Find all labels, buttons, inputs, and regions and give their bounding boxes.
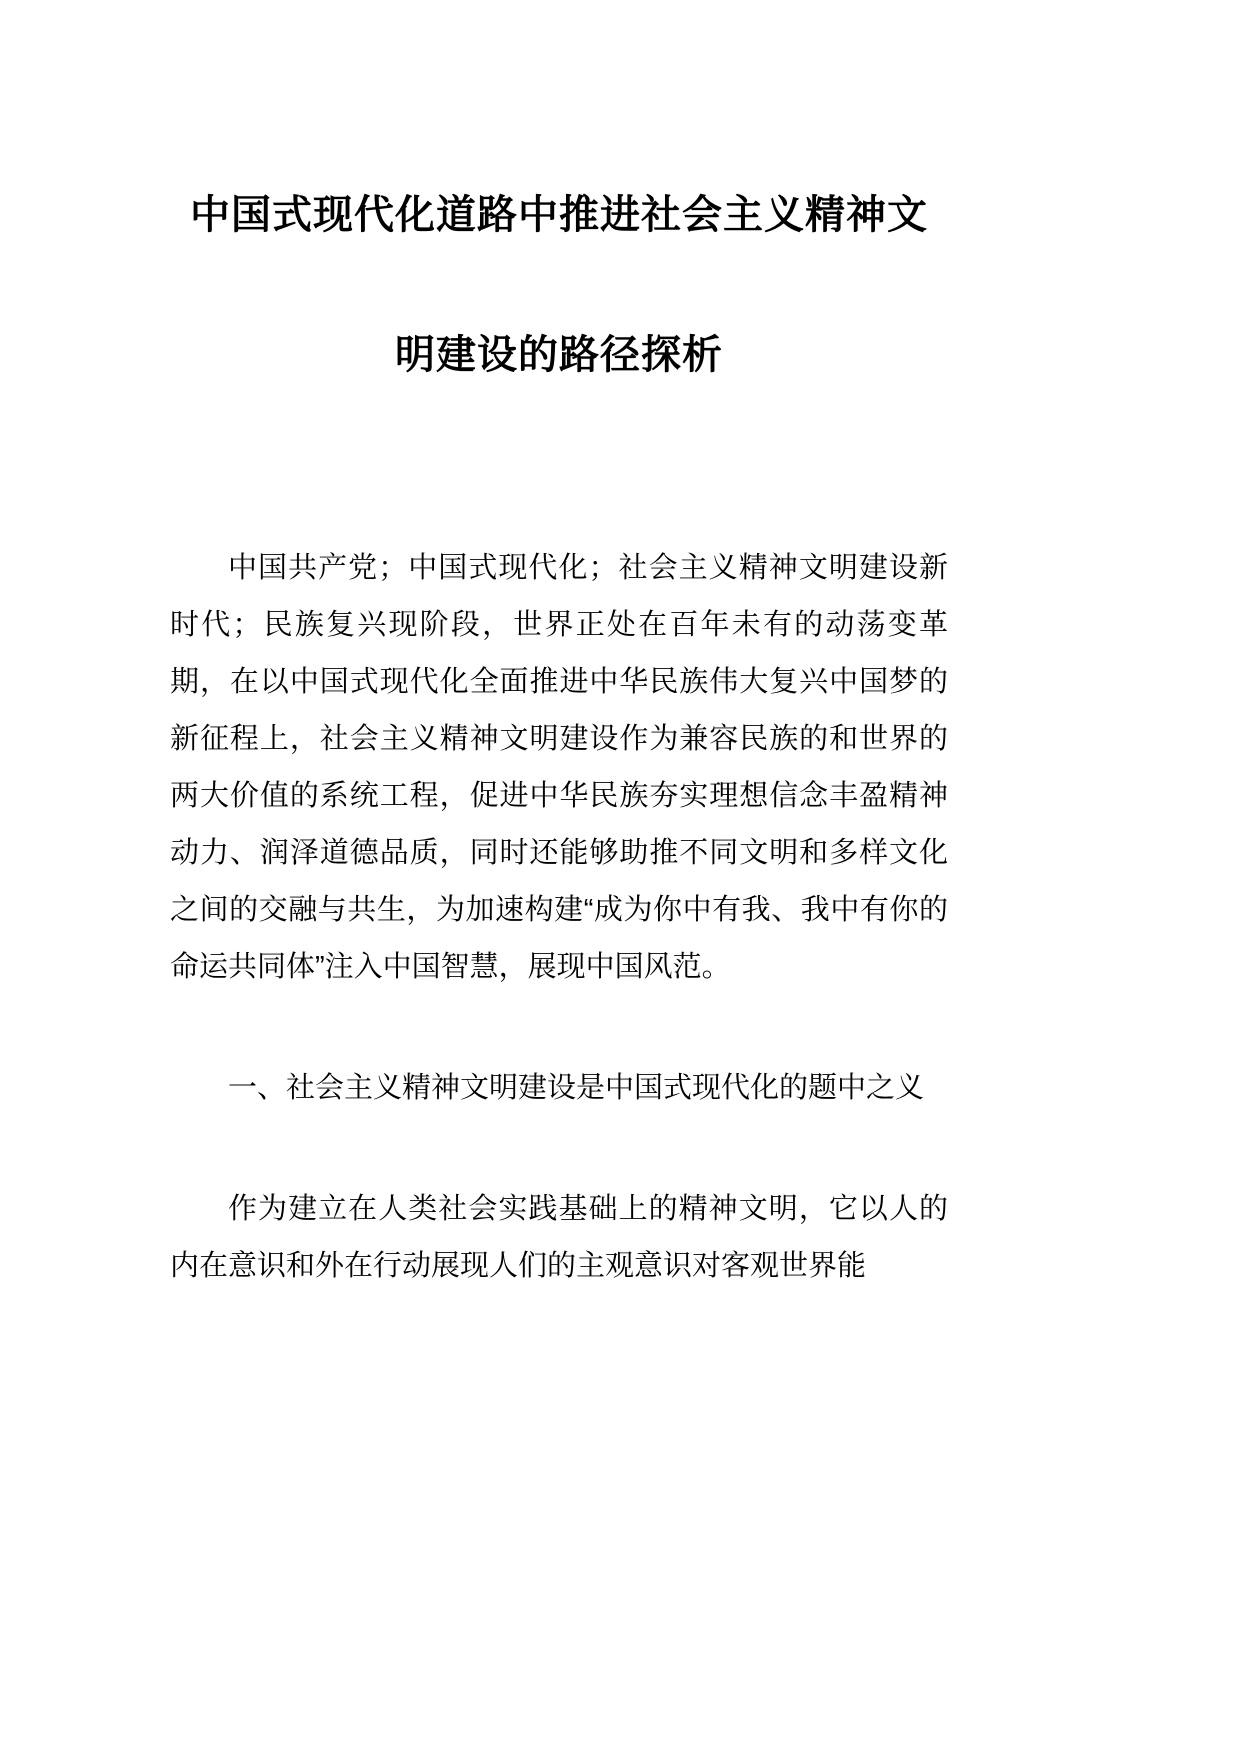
document-title — [170, 145, 948, 425]
title-line-2: 明建设的路径探析 — [395, 333, 723, 377]
title-line-1: 中国式现代化道路中推进社会主义精神文 — [190, 193, 928, 237]
paragraph-body-1: 作为建立在人类社会实践基础上的精神文明，它以人的内在意识和外在行动展现人们的主观意识对客观世界能 — [170, 1193, 948, 1282]
section-heading-1: 一、社会主义精神文明建设是中国式现代化的题中之义 — [228, 1072, 925, 1104]
paragraph-intro: 中国共产党；中国式现代化；社会主义精神文明建设新时代；民族复兴现阶段，世界正处在百年未有的动荡变革期，在以中国式现代化全面推进中华民族伟大复兴中国梦的新征程上，社会主义精神文明建设作为兼容民族的和世界的两大价值的系统工程，促进中华民族夯实理想信念丰盈精神动力、润泽道德品质，同时还能够助推不同文明和多样文化之间的交融与共生，为加速构建“成为你中有我、我中有你的命运共同体”注入中国智慧，展现中国风范。 — [170, 552, 948, 983]
